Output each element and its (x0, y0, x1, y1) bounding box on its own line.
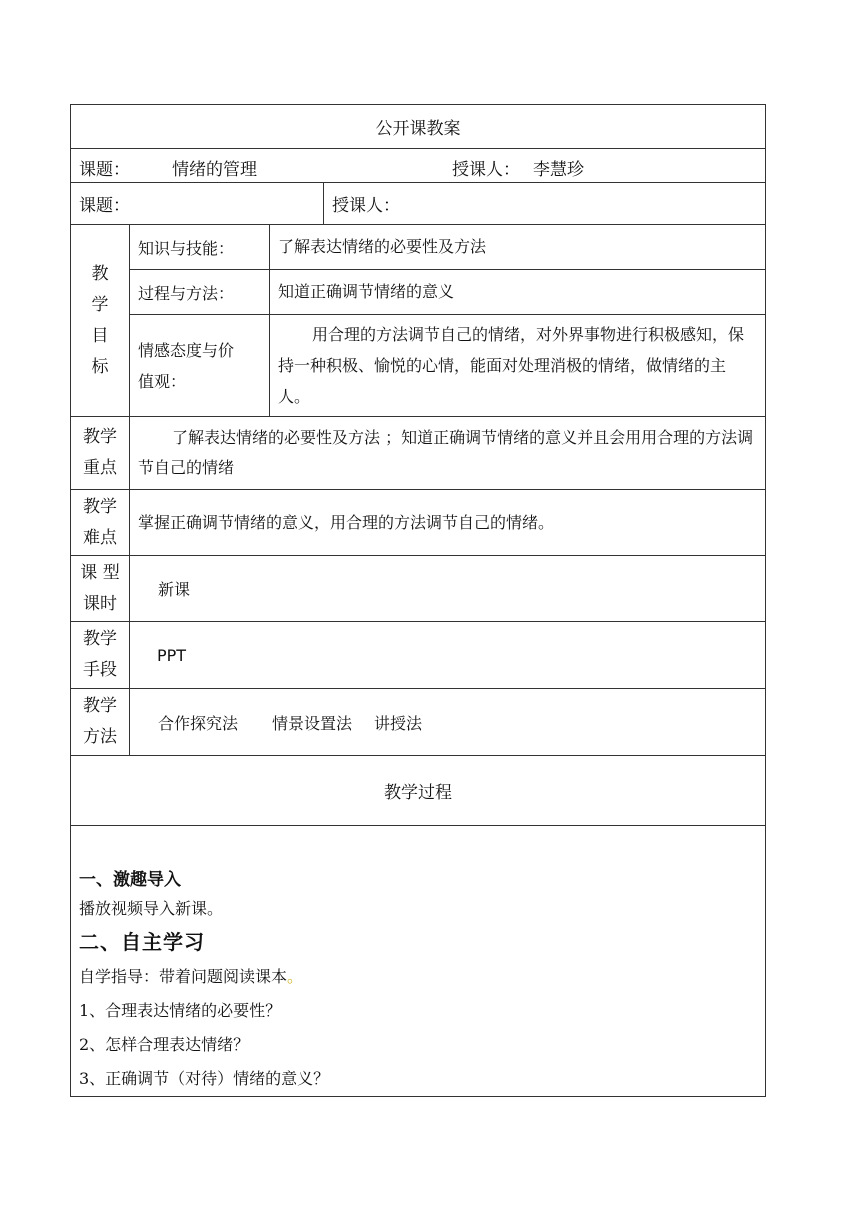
question-item: 1、合理表达情绪的必要性？ (79, 1001, 282, 1020)
objectives-label-char: 教 (91, 263, 109, 284)
method-item: 讲授法 (374, 713, 423, 733)
section-heading-intro: 一、激趣导入 (79, 870, 181, 890)
means-label-line: 手段 (83, 660, 117, 680)
method-item: 情景设置法 (272, 713, 353, 733)
key-points-text: 了解表达情绪的必要性及方法 ；知道正确调节情绪的意义并且会用用合理的方法调节自己的情绪 (138, 428, 754, 477)
process-methods-label: 过程与方法： (130, 270, 270, 315)
blank-teacher-cell (324, 183, 766, 225)
key-points-content (130, 417, 766, 490)
methods-label-line: 教学 (83, 696, 117, 716)
difficulties-label (71, 490, 130, 556)
section-line: 播放视频导入新课。 (79, 899, 224, 918)
objectives-label-char: 标 (91, 356, 109, 377)
subject-row (71, 149, 766, 183)
process-body (71, 826, 766, 1097)
knowledge-skills-content: 了解表达情绪的必要性及方法 (270, 225, 766, 270)
objectives-label-char: 学 (91, 294, 109, 315)
knowledge-skills-label: 知识与技能： (130, 225, 270, 270)
key-points-label-line: 教学 (83, 427, 117, 447)
teacher-value: 李慧珍 (533, 160, 584, 180)
self-study-guide (79, 960, 757, 994)
subject-value: 情绪的管理 (172, 160, 257, 180)
subject-label: 课题： (79, 160, 130, 180)
section-heading-self-study: 二、自主学习 (79, 930, 205, 954)
lesson-type-label (71, 556, 130, 622)
key-points-label-line: 重点 (83, 458, 117, 478)
difficulties-content: 掌握正确调节情绪的意义，用合理的方法调节自己的情绪。 (130, 490, 766, 556)
attitude-values-text: 用合理的方法调节自己的情绪，对外界事物进行积极感知，保持一种积极、愉悦的心情，能面对处理消极的情绪，做情绪的主人。 (278, 325, 745, 406)
blank-subject-label: 课题： (79, 196, 130, 216)
objectives-label-char: 目 (91, 325, 109, 346)
process-methods-content: 知道正确调节情绪的意义 (270, 270, 766, 315)
blank-teacher-label: 授课人： (332, 196, 400, 216)
guide-text: 自学指导：带 (79, 967, 176, 986)
process-title: 教学过程 (71, 756, 766, 826)
key-points-label (71, 417, 130, 490)
lesson-plan-table (70, 104, 766, 1097)
methods-label (71, 689, 130, 756)
question-item: 3、正确调节（对待）情绪的意义？ (79, 1069, 330, 1088)
teacher-label: 授课人： (452, 160, 520, 180)
attitude-values-label-line: 值观： (138, 371, 187, 391)
means-content: PPT (130, 622, 766, 689)
guide-text: 着问题阅读课本 (175, 967, 288, 986)
lesson-type-label-line: 课时 (83, 593, 117, 614)
question-item: 2、怎样合理表达情绪？ (79, 1035, 250, 1054)
method-item: 合作探究法 (158, 713, 239, 733)
objectives-label (71, 225, 130, 417)
means-label (71, 622, 130, 689)
attitude-values-content (270, 315, 766, 417)
lesson-type-label-line: 课 型 (80, 562, 120, 583)
page-title: 公开课教案 (71, 105, 766, 149)
means-label-line: 教学 (83, 629, 117, 649)
attitude-values-label-line: 情感态度与价 (138, 340, 235, 360)
difficulties-label-line: 教学 (83, 496, 117, 517)
attitude-values-label (130, 315, 270, 417)
difficulties-label-line: 难点 (83, 527, 117, 548)
guide-text: 。 (287, 967, 304, 986)
methods-content (130, 689, 766, 756)
blank-subject-cell (71, 183, 324, 225)
methods-label-line: 方法 (83, 727, 117, 747)
lesson-type-content: 新课 (130, 556, 766, 622)
